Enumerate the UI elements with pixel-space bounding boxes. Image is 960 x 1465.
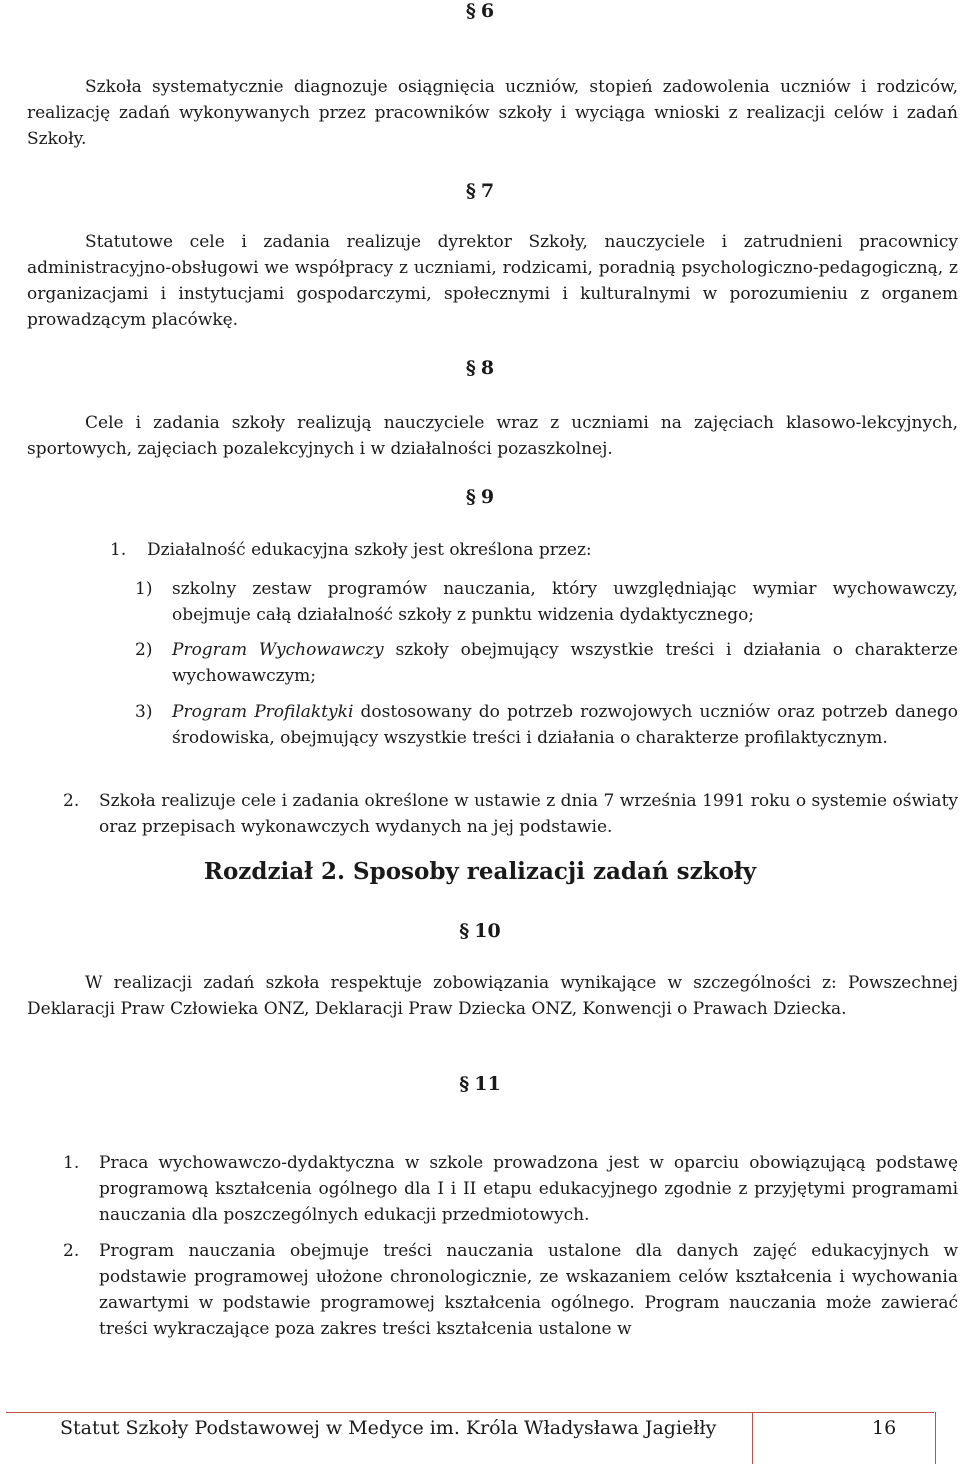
section-sign: § (465, 357, 476, 379)
section-heading-7 (0, 180, 960, 202)
page-number: 16 (872, 1417, 897, 1439)
sublist-item-text: szkolny zestaw programów nauczania, który uwzględniając wymiar wychowawczy, obejmuje całą działalność szkoły z punktu widzenia dydaktycznego; (172, 579, 958, 625)
sublist-item-text: Program Wychowawczy szkoły obejmujący wszystkie treści i działania o charakterze wychowawczym; (172, 640, 958, 686)
list-number: 2. (63, 1241, 80, 1261)
paragraph-8: Cele i zadania szkoły realizują nauczyciele wraz z uczniami na zajęciach klasowo-lekcyjnych, sportowych, zajęciach pozalekcyjnych i w działalności pozaszkolnej. (27, 413, 958, 459)
paragraph-7: Statutowe cele i zadania realizuje dyrektor Szkoły, nauczyciele i zatrudnieni pracownicy administracyjno-obsługowi we współpracy z uczniami, rodzicami, poradnią psychologiczno-pedagogiczną, z organizacjami i instytucjami gospodarczymi, społecznymi i kulturalnymi w porozumieniu z organem prowadzącym placówkę. (27, 232, 958, 330)
list-item-text: Praca wychowawczo-dydaktyczna w szkole prowadzona jest w oparciu obowiązującą podstawę programową kształcenia ogólnego dla I i II etapu edukacyjnego zgodnie z przyjętymi programami nauczania dla poszczególnych edukacji przedmiotowych. (99, 1153, 958, 1225)
section-sign: § (465, 486, 476, 508)
footer-page-box (752, 1412, 936, 1464)
section-number: 11 (474, 1073, 501, 1095)
section-sign: § (465, 180, 476, 202)
section-heading-11 (0, 1073, 960, 1095)
list-item-text: Program nauczania obejmuje treści nauczania ustalone dla danych zajęć edukacyjnych w podstawie programowej ułożone chronologicznie, ze wskazaniem celów kształcenia i wychowania zawartymi w podstawie programowej kształcenia ogólnego. Program nauczania może zawierać treści wykraczające poza zakres treści kształcenia ustalone w (99, 1241, 958, 1339)
section-sign: § (459, 920, 470, 942)
section-number: 9 (480, 486, 495, 508)
section-number: 10 (474, 920, 501, 942)
list-number: 1. (63, 1153, 80, 1173)
document-title-italic: Program Wychowawczy (172, 640, 384, 660)
list-item-text: Szkoła realizuje cele i zadania określone w ustawie z dnia 7 września 1991 roku o systemie oświaty oraz przepisach wykonawczych wydanych na jej podstawie. (99, 791, 958, 837)
section-heading-10 (0, 920, 960, 942)
sublist-number: 2) (135, 640, 153, 660)
section-heading-8 (0, 357, 960, 379)
section-number: 8 (480, 357, 495, 379)
sublist-number: 1) (135, 579, 153, 599)
paragraph-6: Szkoła systematycznie diagnozuje osiągnięcia uczniów, stopień zadowolenia uczniów i rodziców, realizację zadań wykonywanych przez pracowników szkoły i wyciąga wnioski z realizacji celów i zadań Szkoły. (27, 77, 958, 149)
paragraph-10: W realizacji zadań szkoła respektuje zobowiązania wynikające w szczególności z: Powszechnej Deklaracji Praw Człowieka ONZ, Deklaracji Praw Dziecka ONZ, Konwencji o Prawach Dziecka. (27, 973, 958, 1019)
list-item-text: Działalność edukacyjna szkoły jest określona przez: (147, 540, 592, 560)
section-heading-6 (0, 0, 960, 22)
document-title-italic: Program Profilaktyki (172, 702, 354, 722)
section-heading-9 (0, 486, 960, 508)
section-number: 7 (480, 180, 495, 202)
footer-title: Statut Szkoły Podstawowej w Medyce im. Króla Władysława Jagiełły (60, 1417, 717, 1439)
section-sign: § (459, 1073, 470, 1095)
sublist-number: 3) (135, 702, 153, 722)
chapter-title: Rozdział 2. Sposoby realizacji zadań szkoły (203, 858, 757, 885)
list-number: 2. (63, 791, 80, 811)
section-number: 6 (480, 0, 495, 22)
sublist-item-text: Program Profilaktyki dostosowany do potrzeb rozwojowych uczniów oraz potrzeb danego środowiska, obejmujący wszystkie treści i działania o charakterze profilaktycznym. (172, 702, 959, 748)
list-number: 1. (110, 540, 127, 560)
section-sign: § (465, 0, 476, 22)
